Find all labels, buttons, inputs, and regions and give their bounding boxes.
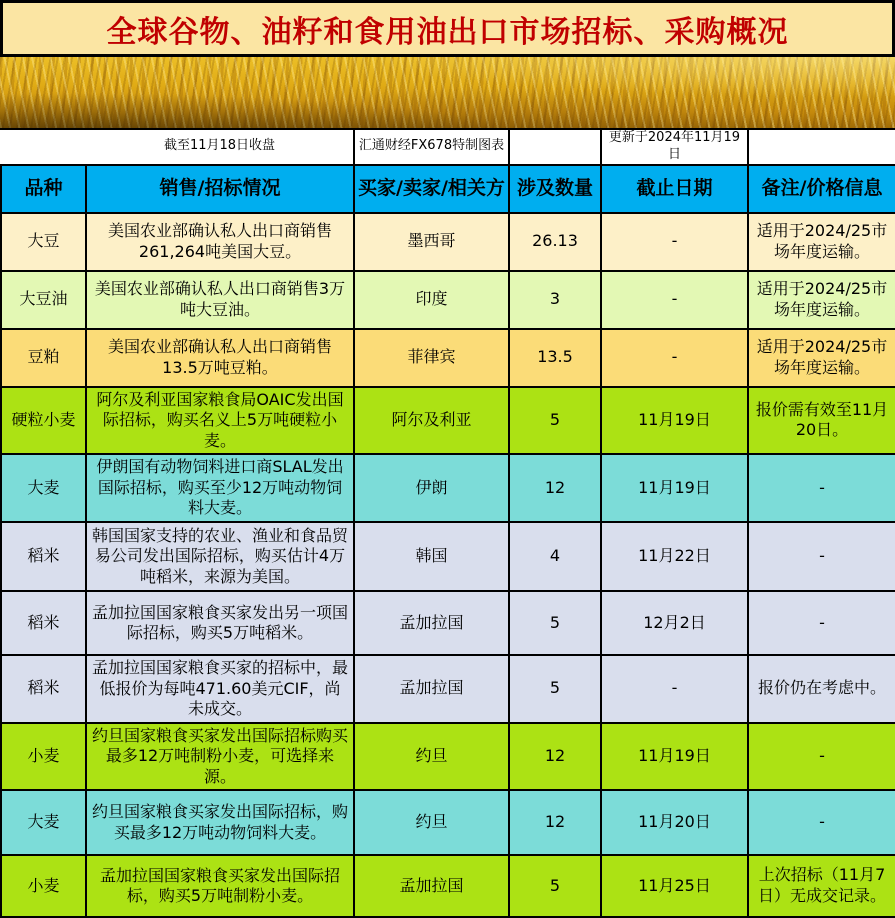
info-row bbox=[1, 130, 895, 165]
cell-deadline: - bbox=[601, 655, 748, 722]
cell-details: 伊朗国有动物饲料进口商SLAL发出国际招标，购买至少12万吨动物饲料大麦。 bbox=[86, 454, 354, 522]
cell-notes: 适用于2024/25市场年度运输。 bbox=[748, 271, 895, 329]
cell-deadline: 11月22日 bbox=[601, 522, 748, 591]
cell-quantity: 13.5 bbox=[509, 329, 601, 387]
cell-notes: 上次招标（11月7日）无成交记录。 bbox=[748, 855, 895, 917]
cell-notes: - bbox=[748, 790, 895, 855]
cell-commodity: 稻米 bbox=[1, 591, 86, 655]
cell-notes: - bbox=[748, 522, 895, 591]
cell-quantity: 12 bbox=[509, 790, 601, 855]
cell-commodity: 大豆 bbox=[1, 213, 86, 271]
cell-quantity: 4 bbox=[509, 522, 601, 591]
cell-deadline: 11月20日 bbox=[601, 790, 748, 855]
wheat-photo-banner bbox=[0, 57, 895, 130]
cell-party: 伊朗 bbox=[354, 454, 509, 522]
cell-notes: - bbox=[748, 591, 895, 655]
cell-commodity: 稻米 bbox=[1, 655, 86, 722]
table-row bbox=[1, 387, 895, 454]
table-row bbox=[1, 454, 895, 522]
cell-quantity: 5 bbox=[509, 387, 601, 454]
tender-table bbox=[0, 130, 895, 918]
cell-commodity: 稻米 bbox=[1, 522, 86, 591]
cell-party: 孟加拉国 bbox=[354, 655, 509, 722]
info-updated: 更新于2024年11月19日 bbox=[601, 130, 748, 165]
cell-deadline: 11月19日 bbox=[601, 723, 748, 790]
cell-commodity: 小麦 bbox=[1, 723, 86, 790]
cell-details: 约旦国家粮食买家发出国际招标，购买最多12万吨动物饲料大麦。 bbox=[86, 790, 354, 855]
cell-quantity: 12 bbox=[509, 723, 601, 790]
header-deadline: 截止日期 bbox=[601, 165, 748, 213]
cell-quantity: 12 bbox=[509, 454, 601, 522]
cell-party: 墨西哥 bbox=[354, 213, 509, 271]
cell-notes: 适用于2024/25市场年度运输。 bbox=[748, 213, 895, 271]
cell-details: 孟加拉国国家粮食买家发出国际招标，购买5万吨制粉小麦。 bbox=[86, 855, 354, 917]
cell-notes: 适用于2024/25市场年度运输。 bbox=[748, 329, 895, 387]
cell-party: 孟加拉国 bbox=[354, 591, 509, 655]
table-row bbox=[1, 655, 895, 722]
cell-details: 韩国国家支持的农业、渔业和食品贸易公司发出国际招标，购买估计4万吨稻米，来源为美国。 bbox=[86, 522, 354, 591]
cell-deadline: 11月19日 bbox=[601, 454, 748, 522]
cell-commodity: 大麦 bbox=[1, 790, 86, 855]
page-title-bar bbox=[0, 0, 895, 57]
cell-notes: - bbox=[748, 454, 895, 522]
cell-party: 韩国 bbox=[354, 522, 509, 591]
table-row bbox=[1, 213, 895, 271]
header-details: 销售/招标情况 bbox=[86, 165, 354, 213]
cell-details: 孟加拉国国家粮食买家的招标中，最低报价为每吨471.60美元CIF，尚未成交。 bbox=[86, 655, 354, 722]
cell-commodity: 大豆油 bbox=[1, 271, 86, 329]
table-row bbox=[1, 790, 895, 855]
cell-party: 阿尔及利亚 bbox=[354, 387, 509, 454]
table-row bbox=[1, 723, 895, 790]
table-row bbox=[1, 522, 895, 591]
cell-party: 约旦 bbox=[354, 790, 509, 855]
cell-deadline: 11月19日 bbox=[601, 387, 748, 454]
page-title: 全球谷物、油籽和食用油出口市场招标、采购概况 bbox=[106, 14, 789, 50]
table-row bbox=[1, 329, 895, 387]
cell-quantity: 26.13 bbox=[509, 213, 601, 271]
info-as-of: 截至11月18日收盘 bbox=[86, 130, 354, 165]
cell-commodity: 小麦 bbox=[1, 855, 86, 917]
cell-details: 美国农业部确认私人出口商销售13.5万吨豆粕。 bbox=[86, 329, 354, 387]
header-party: 买家/卖家/相关方 bbox=[354, 165, 509, 213]
cell-quantity: 5 bbox=[509, 655, 601, 722]
cell-notes: 报价需有效至11月20日。 bbox=[748, 387, 895, 454]
info-source: 汇通财经FX678特制图表 bbox=[354, 130, 509, 165]
cell-deadline: - bbox=[601, 213, 748, 271]
cell-notes: - bbox=[748, 723, 895, 790]
header-commodity: 品种 bbox=[1, 165, 86, 213]
cell-details: 美国农业部确认私人出口商销售261,264吨美国大豆。 bbox=[86, 213, 354, 271]
header-notes: 备注/价格信息 bbox=[748, 165, 895, 213]
cell-commodity: 大麦 bbox=[1, 454, 86, 522]
info-spacer bbox=[748, 130, 895, 165]
table-header-row bbox=[1, 165, 895, 213]
cell-quantity: 5 bbox=[509, 591, 601, 655]
cell-details: 约旦国家粮食买家发出国际招标购买最多12万吨制粉小麦，可选择来源。 bbox=[86, 723, 354, 790]
header-quantity: 涉及数量 bbox=[509, 165, 601, 213]
cell-details: 美国农业部确认私人出口商销售3万吨大豆油。 bbox=[86, 271, 354, 329]
cell-details: 阿尔及利亚国家粮食局OAIC发出国际招标，购买名义上5万吨硬粒小麦。 bbox=[86, 387, 354, 454]
info-spacer bbox=[509, 130, 601, 165]
cell-party: 约旦 bbox=[354, 723, 509, 790]
cell-commodity: 豆粕 bbox=[1, 329, 86, 387]
cell-quantity: 3 bbox=[509, 271, 601, 329]
cell-details: 孟加拉国国家粮食买家发出另一项国际招标，购买5万吨稻米。 bbox=[86, 591, 354, 655]
cell-deadline: - bbox=[601, 271, 748, 329]
cell-deadline: 11月25日 bbox=[601, 855, 748, 917]
cell-party: 菲律宾 bbox=[354, 329, 509, 387]
cell-party: 孟加拉国 bbox=[354, 855, 509, 917]
cell-commodity: 硬粒小麦 bbox=[1, 387, 86, 454]
table-row bbox=[1, 271, 895, 329]
cell-quantity: 5 bbox=[509, 855, 601, 917]
cell-deadline: - bbox=[601, 329, 748, 387]
cell-party: 印度 bbox=[354, 271, 509, 329]
info-spacer bbox=[1, 130, 86, 165]
table-row bbox=[1, 855, 895, 917]
cell-deadline: 12月2日 bbox=[601, 591, 748, 655]
cell-notes: 报价仍在考虑中。 bbox=[748, 655, 895, 722]
table-row bbox=[1, 591, 895, 655]
